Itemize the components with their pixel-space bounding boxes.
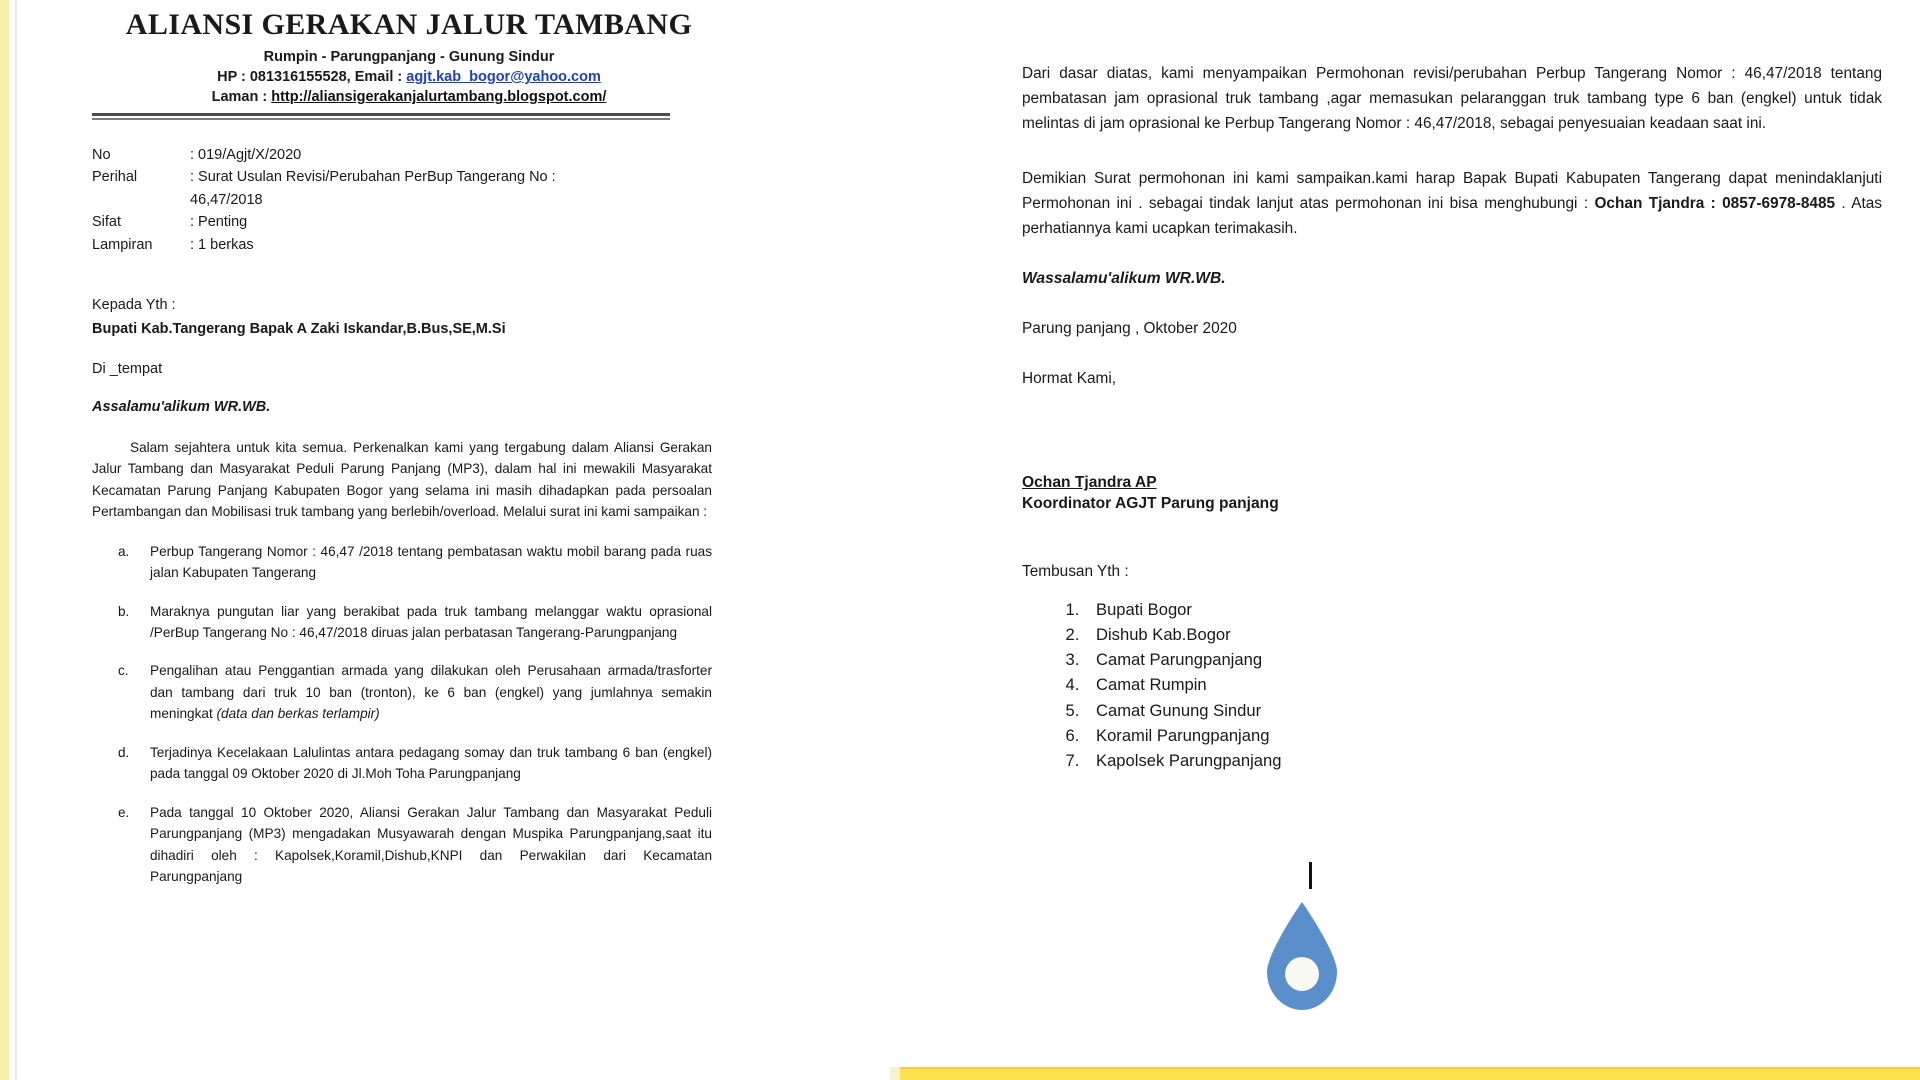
list-item: 1. Bupati Bogor	[1084, 597, 1882, 622]
signer-role: Koordinator AGJT Parung panjang	[1022, 494, 1279, 512]
list-item-text: Perbup Tangerang Nomor : 46,47 /2018 tentang pembatasan waktu mobil barang pada ruas jalan Kabupaten Tangerang	[150, 543, 712, 581]
bottom-accent-bar	[900, 1067, 1920, 1080]
tembusan-label: Tembusan Yth :	[1022, 562, 1129, 580]
left-edge-strip	[0, 0, 9, 1080]
closing-paragraph-2-tail: . Atas perhatiannya kami ucapkan terimakasih.	[1022, 194, 1882, 237]
signer-name: Ochan Tjandra AP	[1022, 473, 1157, 491]
meta-row-perihal	[92, 166, 712, 188]
email-link[interactable]: agjt.kab_bogor@yahoo.com	[406, 69, 601, 85]
list-item-text: Maraknya pungutan liar yang berakibat pada truk tambang melanggar waktu oprasional /PerBup Tangerang No : 46,47/2018 diruas jalan perbatasan Tangerang-Parungpanjang	[150, 603, 712, 640]
meta-label-no: No	[92, 147, 111, 163]
meta-label-perihal: Perihal	[92, 169, 138, 186]
list-marker: d.	[118, 744, 130, 760]
divider-thin-line	[92, 118, 670, 120]
list-item-text: Terjadinya Kecelakaan Lalulintas antara pedagang somay dan truk tambang 6 ban (engkel) pada tanggal 09 Oktober 2020 di Jl.Moh Toha Parungpanjang	[150, 744, 712, 782]
letterhead-divider	[92, 113, 712, 120]
list-item: 5. Camat Gunung Sindur	[1084, 698, 1882, 723]
list-item: 6. Koramil Parungpanjang	[1084, 723, 1882, 748]
contact-person-phone: Ochan Tjandra : 0857-6978-8485	[1594, 194, 1836, 212]
list-item	[118, 742, 712, 785]
addressee-block	[92, 294, 712, 340]
meta-row-lampiran	[92, 234, 712, 256]
list-item-text: Pengalihan atau Penggantian armada yang dilakukan oleh Perusahaan armada/trasforter dan tambang dari truk 10 ban (tronton), ke 6 ban (engkel) yang jumlahnya semakin meningkat	[150, 663, 712, 722]
closing-paragraph-2	[1022, 167, 1882, 242]
letter-right-column	[1022, 0, 1882, 773]
meta-value-lampiran: : 1 berkas	[190, 236, 254, 253]
body-point-list	[92, 541, 712, 888]
contact-phone-text: HP : 081316155528, Email :	[217, 69, 407, 85]
website-link[interactable]: http://aliansigerakanjalurtambang.blogspot.com/	[271, 89, 607, 105]
list-item-italic-tail: (data dan berkas terlampir)	[216, 706, 380, 722]
touch-pointer-icon[interactable]	[1263, 900, 1341, 1012]
list-item	[118, 541, 712, 584]
letter-left-column	[92, 0, 712, 905]
meta-row-no	[92, 144, 712, 166]
text-caret	[1309, 862, 1312, 889]
di-tempat-line: Di _tempat	[92, 360, 163, 377]
organization-name: ALIANSI GERAKAN JALUR TAMBANG	[125, 8, 693, 41]
opening-greeting: Assalamu'alikum WR.WB.	[92, 398, 271, 415]
list-item: 7. Kapolsek Parungpanjang	[1084, 748, 1882, 773]
list-marker: a.	[118, 543, 130, 559]
signature-block	[1022, 388, 1882, 513]
list-marker: e.	[118, 804, 130, 820]
meta-value-no: : 019/Agjt/X/2020	[190, 147, 302, 163]
tembusan-list	[1022, 597, 1882, 774]
meta-value-sifat: : Penting	[190, 214, 248, 231]
list-item: 4. Camat Rumpin	[1084, 672, 1882, 697]
closing-paragraph-2-lead: Demikian Surat permohonan ini kami sampaikan.kami harap Bapak Bupati Kabupaten Tangerang dapat menindaklanjuti Permohonan ini . sebagai tindak lanjut atas permohonan ini bisa menghubungi :	[1022, 169, 1882, 212]
opening-paragraph: Salam sejahtera untuk kita semua. Perkenalkan kami yang tergabung dalam Aliansi Gerakan Jalur Tambang dan Masyarakat Peduli Parung Panjang (MP3), dalam hal ini mewakili Masyarakat Kecamatan Parung Panjang Kabupaten Bogor yang selama ini masih dihadapkan pada persoalan Pertambangan dan Mobilisasi truk tambang yang berlebih/overload. Melalui surat ini kami sampaikan :	[92, 439, 712, 520]
meta-label-sifat: Sifat	[92, 214, 122, 231]
closing-greeting: Wassalamu'alikum WR.WB.	[1022, 269, 1226, 287]
website-label: Laman :	[211, 89, 272, 105]
place-and-date: Parung panjang , Oktober 2020	[1022, 319, 1237, 337]
left-edge-hairline	[15, 0, 17, 1080]
list-marker: b.	[118, 603, 130, 619]
list-item: 2. Dishub Kab.Bogor	[1084, 622, 1882, 647]
list-marker: c.	[118, 663, 129, 679]
list-item	[118, 601, 712, 644]
list-item	[118, 660, 712, 724]
website-line	[106, 89, 712, 105]
hormat-kami-line: Hormat Kami,	[1022, 369, 1117, 387]
meta-label-lampiran: Lampiran	[92, 236, 153, 253]
meta-row-sifat	[92, 211, 712, 233]
meta-value-perihal-continued: 46,47/2018	[190, 191, 263, 208]
letter-metadata	[92, 144, 712, 256]
meta-value-perihal: : Surat Usulan Revisi/Perubahan PerBup Tangerang No :	[190, 169, 556, 186]
list-item	[118, 802, 712, 888]
recipient-name: Bupati Kab.Tangerang Bapak A Zaki Iskandar,B.Bus,SE,M.Si	[92, 320, 506, 337]
divider-thick-line	[92, 113, 670, 116]
list-item: 3. Camat Parungpanjang	[1084, 647, 1882, 672]
list-item-text: Pada tanggal 10 Oktober 2020, Aliansi Gerakan Jalur Tambang dan Masyarakat Peduli Parungpanjang (MP3) mengadakan Musyawarah dengan Muspika Parungpanjang,saat itu dihadiri oleh : Kapolsek,Koramil,Dishub,KNPI dan Perwakilan dari Kecamatan Parungpanjang	[150, 804, 712, 885]
kepada-label: Kepada Yth :	[92, 297, 176, 314]
organization-area: Rumpin - Parungpanjang - Gunung Sindur	[263, 49, 555, 65]
closing-paragraph-1: Dari dasar diatas, kami menyampaikan Permohonan revisi/perubahan Perbup Tangerang Nomor : 46,47/2018 tentang pembatasan jam oprasional truk tambang ,agar memasukan pelaranggan truk tambang type 6 ban (engkel) untuk tidak melintas di jam oprasional ke Perbup Tangerang Nomor : 46,47/2018, sebagai penyesuaian keadaan saat ini.	[1022, 65, 1882, 132]
contact-line	[106, 69, 712, 85]
